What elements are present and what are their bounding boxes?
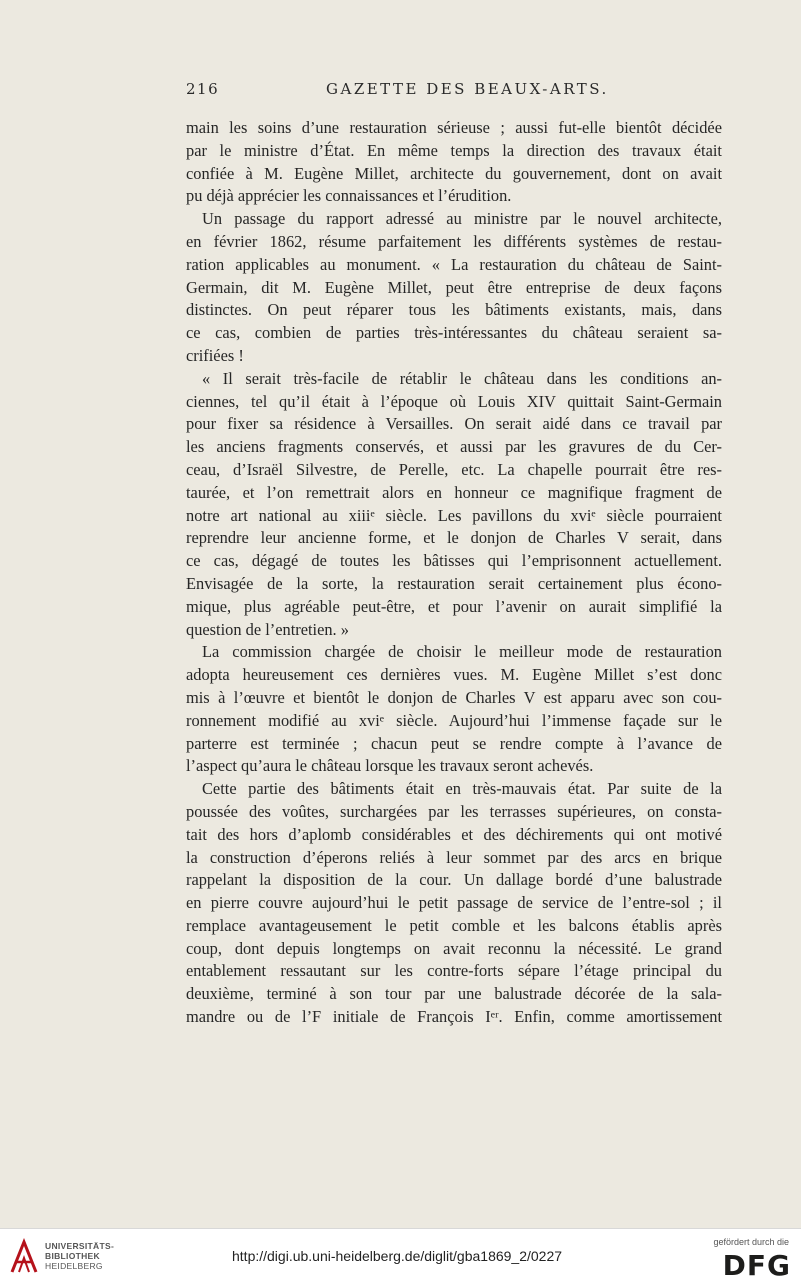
text-line: pu déjà apprécier les connaissances et l’érudition. (186, 186, 512, 206)
text-line: poussée des voûtes, surchargées par les terrasses supérieures, on consta- (186, 801, 722, 821)
text-line: crifiées ! (186, 345, 244, 365)
text-line: ration applicables au monument. « La restauration du château de Saint- (186, 254, 722, 274)
text-line: Un passage du rapport adressé au ministre par le nouvel architecte, (202, 209, 722, 229)
text-line: en février 1862, résume parfaitement les différents systèmes de restau- (186, 231, 722, 251)
footer-bar (0, 1228, 801, 1287)
text-line: « Il serait très-facile de rétablir le château dans les conditions an- (202, 368, 722, 388)
text-line: mis à l’œuvre et bientôt le donjon de Charles V est apparu avec son cou- (186, 687, 722, 707)
text-line: Germain, dit M. Eugène Millet, peut être entreprise de deux façons (186, 277, 722, 297)
dfg-logo: DFG (722, 1249, 791, 1282)
page-number: 216 (186, 80, 220, 98)
text-line: distinctes. On peut réparer tous les bâtiments existants, mais, dans (186, 300, 722, 320)
text-line: ce cas, dégagé de toutes les bâtisses qui l’emprisonnent actuellement. (186, 551, 722, 571)
text-line: ceau, d’Israël Silvestre, de Perelle, etc. La chapelle pourrait être res- (186, 459, 722, 479)
text-line: par le ministre d’État. En même temps la direction des travaux était (186, 140, 722, 160)
text-line: coup, dont depuis longtemps on avait reconnu la nécessité. Le grand (186, 938, 722, 958)
text-line: taurée, et l’on remettrait alors en honneur ce magnifique fragment de (186, 482, 722, 502)
text-line: en pierre couvre aujourd’hui le petit passage de service de l’entre-sol ; il (186, 893, 722, 913)
text-line: notre art national au xiiiᵉ siècle. Les pavillons du xviᵉ siècle pourraient (186, 505, 722, 525)
text-line: confiée à M. Eugène Millet, architecte du gouvernement, dont on avait (186, 163, 722, 183)
text-line: adopta heureusement ces dernières vues. M. Eugène Millet s’est donc (186, 665, 722, 685)
text-line: deuxième, terminé à son tour par une balustrade décorée de la sala- (186, 984, 722, 1004)
running-header (186, 80, 722, 104)
institution-line: HEIDELBERG (45, 1261, 103, 1271)
heidelberg-logo-icon (8, 1238, 40, 1276)
text-line: rappelant la disposition de la cour. Un dallage bordé d’une balustrade (186, 870, 722, 890)
text-line: reprendre leur ancienne forme, et le donjon de Charles V serait, dans (186, 528, 722, 548)
text-line: ciennes, tel qu’il était à l’époque où Louis XIV quittait Saint-Germain (186, 391, 722, 411)
text-line: Cette partie des bâtiments était en très-mauvais état. Par suite de la (202, 779, 722, 799)
institution-line: BIBLIOTHEK (45, 1251, 100, 1261)
text-line: La commission chargée de choisir le meilleur mode de restauration (202, 642, 722, 662)
text-line: ce cas, combien de parties très-intéressantes du château seraient sa- (186, 323, 722, 343)
text-line: main les soins d’une restauration sérieuse ; aussi fut-elle bientôt décidée (186, 118, 722, 137)
text-line: les anciens fragments conservés, et aussi par les gravures de du Cer- (186, 437, 722, 457)
document-url-link[interactable]: http://digi.ub.uni-heidelberg.de/diglit/gba1869_2/0227 (232, 1248, 563, 1264)
running-title: GAZETTE DES BEAUX-ARTS. (326, 80, 609, 98)
text-line: question de l’entretien. » (186, 619, 349, 639)
text-line: pour fixer sa résidence à Versailles. On serait aidé dans ce travail par (186, 414, 722, 434)
body-text (186, 117, 722, 1029)
funded-by-label: gefördert durch die (713, 1237, 789, 1247)
text-line: remplace avantageusement le petit comble et les balcons établis après (186, 915, 722, 935)
institution-name (45, 1241, 114, 1271)
text-line: la construction d’éperons reliés à leur sommet par des arcs en brique (186, 847, 722, 867)
text-line: entablement ressautant sur les contre-forts sépare l’étage principal du (186, 961, 722, 981)
text-line: ronnement modifié au xviᵉ siècle. Aujourd’hui l’immense façade sur le (186, 710, 722, 730)
text-line: parterre est terminée ; chacun peut se rendre compte à l’avance de (186, 733, 722, 753)
text-line: mandre ou de l’F initiale de François Iᵉʳ. Enfin, comme amortissement (186, 1007, 722, 1027)
text-line: mique, plus agréable peut-être, et pour l’avenir on aurait simplifié la (186, 596, 722, 616)
text-line: l’aspect qu’aura le château lorsque les travaux seront achevés. (186, 756, 594, 776)
text-line: tait des hors d’aplomb considérables et des déchirements qui ont motivé (186, 824, 722, 844)
institution-line: UNIVERSITÄTS- (45, 1241, 115, 1251)
text-line: Envisagée de la sorte, la restauration serait certainement plus écono- (186, 573, 722, 593)
